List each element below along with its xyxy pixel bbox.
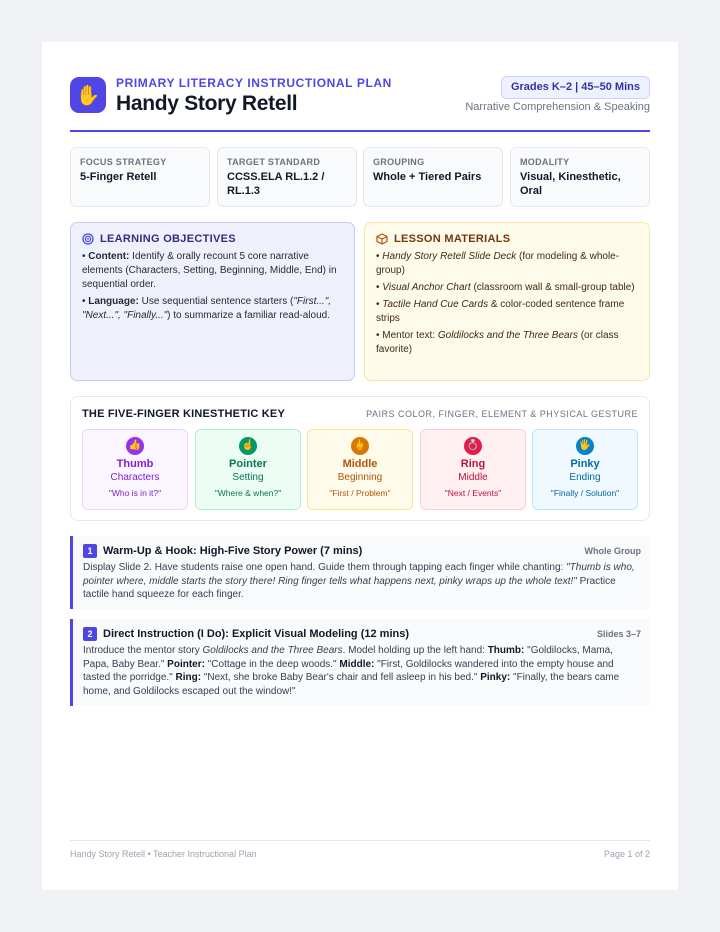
material-item: • Mentor text: Goldilocks and the Three Bears (or class favorite) [376, 330, 619, 355]
step-text: "Finally, the bears came home, and Goldilocks escaped out the window!" [83, 672, 620, 697]
meta-label: TARGET STANDARD [227, 157, 321, 167]
page-title: Handy Story Retell [116, 92, 298, 115]
material-name: Goldilocks and the Three Bears [437, 330, 578, 341]
pointer-finger-icon: ☝ [239, 437, 257, 455]
learning-objectives-box [70, 222, 355, 381]
ring-finger-icon: 💍 [464, 437, 482, 455]
objectives-title: LEARNING OBJECTIVES [100, 233, 236, 245]
lesson-materials-box [364, 222, 650, 381]
step-text: Introduce the mentor story [83, 645, 203, 656]
key-subtitle: PAIRS COLOR, FINGER, ELEMENT & PHYSICAL GESTURE [366, 409, 638, 419]
step-1-warm-up [70, 536, 650, 609]
meta-label: MODALITY [520, 157, 570, 167]
step-text: "Goldilocks, Mama, Papa, Baby Bear." [83, 645, 613, 670]
objective-text: Identify & orally recount 5 core narrative elements (Characters, Setting, Beginning, Middle, End) in sequential order. [82, 251, 337, 290]
materials-title: LESSON MATERIALS [394, 233, 511, 245]
step-title-text: Direct Instruction (I Do): Explicit Visual Modeling (12 mins) [103, 628, 410, 640]
step-title [83, 627, 409, 641]
meta-card-modality [510, 147, 650, 207]
package-icon [376, 233, 388, 245]
target-icon [82, 233, 94, 245]
objective-item: • Content: Identify & orally recount 5 core narrative elements (Characters, Setting, Beginning, Middle, End) in sequential order. [82, 251, 337, 290]
page-subtitle: Narrative Comprehension & Speaking [465, 101, 650, 113]
finger-name: Middle [342, 458, 378, 470]
step-text: Display Slide 2. Have students raise one open hand. Guide them through tapping each finger while chanting: [83, 562, 567, 573]
material-prefix: Mentor text: [382, 330, 438, 341]
material-note: (for modeling & whole-group) [376, 251, 620, 276]
meta-card-focus-strategy [70, 147, 210, 207]
finger-card-pointer [195, 429, 301, 510]
finger-name: Thumb [116, 458, 154, 470]
finger-card-thumb [82, 429, 188, 510]
meta-label: FOCUS STRATEGY [80, 157, 167, 167]
step-title-text: Warm-Up & Hook: High-Five Story Power (7 mins) [103, 545, 363, 557]
material-name: Handy Story Retell Slide Deck [382, 251, 517, 262]
finger-card-middle [307, 429, 413, 510]
material-item: • Handy Story Retell Slide Deck (for modeling & whole-group) [376, 251, 620, 276]
meta-value: CCSS.ELA RL.1.2 / RL.1.3 [227, 171, 325, 197]
meta-value: 5-Finger Retell [80, 171, 157, 183]
finger-card-pinky [532, 429, 638, 510]
five-finger-key [70, 396, 650, 521]
material-note: & color-coded sentence frame strips [376, 299, 625, 324]
mentor-book-title: Goldilocks and the Three Bears [202, 645, 343, 656]
step-text: "Cottage in the deep woods." [204, 658, 340, 670]
footer-divider [70, 840, 650, 841]
step-text: "First, Goldilocks wandered into the empty house and tasted the porridge." [83, 658, 614, 683]
step-text: . Model holding up the left hand: [342, 645, 488, 656]
objective-text: ) to summarize a familiar read-aloud. [167, 310, 330, 321]
meta-card-target-standard [217, 147, 357, 207]
finger-name: Ring [460, 458, 486, 470]
material-name: Visual Anchor Chart [382, 282, 471, 293]
finger-label: Pinky: [480, 672, 511, 683]
finger-question: "First / Problem" [329, 488, 391, 498]
finger-question: "Next / Events" [444, 488, 502, 498]
finger-card-ring [420, 429, 526, 510]
objective-lead: Content: [88, 251, 130, 262]
finger-name: Pointer [229, 458, 267, 470]
key-title: THE FIVE-FINGER KINESTHETIC KEY [82, 408, 285, 420]
step-number: 1 [83, 544, 97, 558]
finger-label: Thumb: [487, 645, 525, 656]
step-chant: "Thumb is who, pointer where, middle starts the story there! Ring finger tells what happens next, pinky wraps up the whole text!" [83, 562, 635, 587]
objectives-heading [82, 233, 343, 245]
step-text: Practice tactile hand squeeze for each finger. [83, 575, 616, 600]
pinky-finger-icon: 🖐 [576, 437, 594, 455]
step-2-direct-instruction [70, 619, 650, 706]
material-note: (classroom wall & small-group table) [470, 282, 635, 293]
finger-element: Ending [569, 472, 601, 483]
objective-text: Use sequential sentence starters ( [138, 296, 294, 307]
header-divider [70, 130, 650, 132]
finger-question: "Where & when?" [214, 488, 282, 498]
finger-name: Pinky [570, 458, 600, 470]
document-eyebrow: PRIMARY LITERACY INSTRUCTIONAL PLAN [116, 76, 392, 90]
meta-label: GROUPING [373, 157, 425, 167]
footer-left: Handy Story Retell • Teacher Instructional Plan [70, 849, 257, 859]
hand-logo-icon: ✋ [70, 77, 106, 113]
meta-value: Visual, Kinesthetic, Oral [520, 171, 621, 197]
finger-element: Beginning [337, 472, 383, 483]
finger-question: "Finally / Solution" [550, 488, 620, 498]
finger-label: Ring: [175, 672, 202, 683]
meta-card-grouping [363, 147, 503, 207]
material-note: (or class favorite) [376, 330, 619, 355]
materials-heading [376, 233, 638, 245]
material-name: Tactile Hand Cue Cards [382, 299, 489, 310]
middle-finger-icon: 🖕 [351, 437, 369, 455]
meta-value: Whole + Tiered Pairs [373, 171, 482, 183]
grade-duration-badge: Grades K–2 | 45–50 Mins [501, 76, 650, 99]
objective-starters: "First...", "Next...", "Finally..." [82, 296, 332, 321]
step-title [83, 544, 362, 558]
step-description [83, 561, 641, 602]
thumb-finger-icon: 👍 [126, 437, 144, 455]
page-number: Page 1 of 2 [603, 849, 650, 859]
objective-lead: Language: [88, 296, 139, 307]
step-number: 2 [83, 627, 97, 641]
step-tag: Whole Group [584, 546, 641, 556]
step-tag: Slides 3–7 [596, 629, 641, 639]
step-description [83, 644, 641, 698]
finger-element: Middle [458, 472, 488, 483]
finger-element: Characters [110, 472, 160, 483]
objective-item: • Language: Use sequential sentence starters ("First...", "Next...", "Finally...") to summarize a familiar read-aloud. [82, 296, 332, 321]
finger-element: Setting [232, 472, 264, 483]
finger-label: Middle: [339, 658, 375, 670]
finger-label: Pointer: [167, 658, 205, 670]
lesson-plan-page [42, 42, 678, 890]
material-item: • Visual Anchor Chart (classroom wall & small-group table) [376, 282, 635, 293]
material-item: • Tactile Hand Cue Cards & color-coded sentence frame strips [376, 299, 625, 324]
finger-question: "Who is in it?" [108, 488, 162, 498]
step-text: "Next, she broke Baby Bear's chair and fell asleep in his bed." [201, 672, 481, 683]
